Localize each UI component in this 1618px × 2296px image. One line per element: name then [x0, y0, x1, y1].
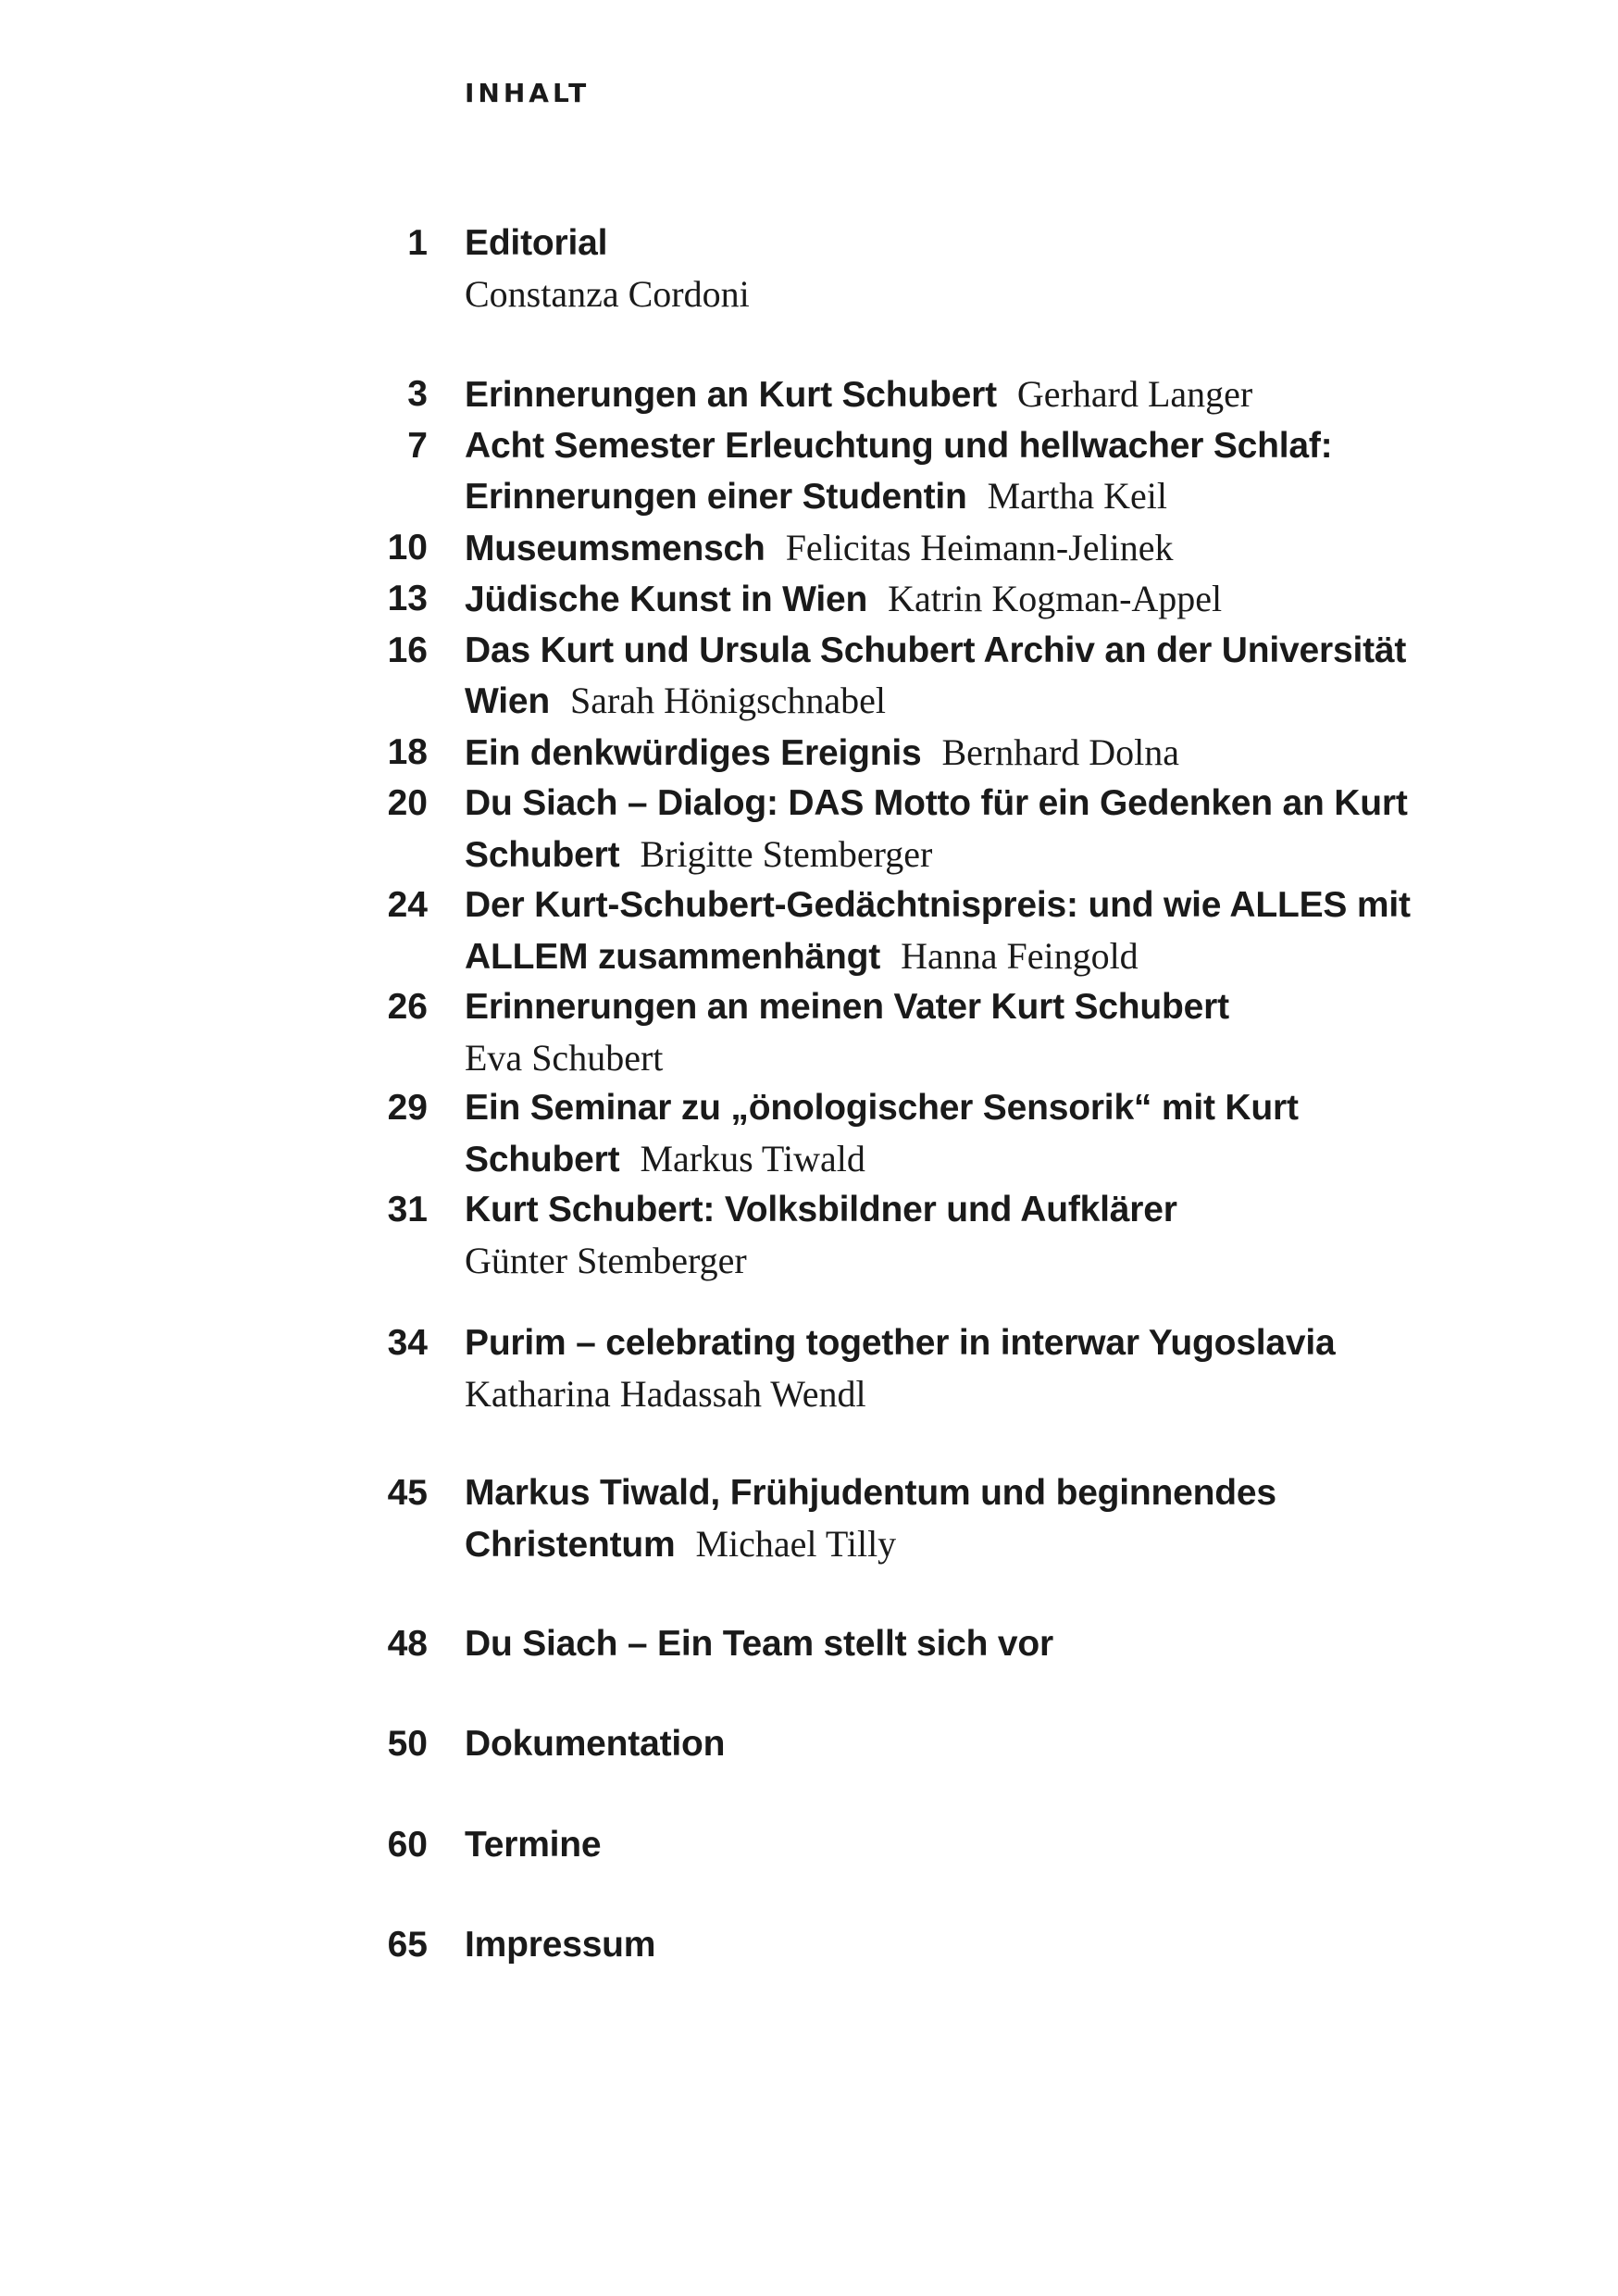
toc-entry: [0, 1719, 1618, 1770]
toc-author: Eva Schubert: [465, 1036, 664, 1079]
toc-title: Acht Semester Erleuchtung und hellwacher Schlaf: Erinnerungen einer Studentin: [465, 425, 1333, 517]
toc-title: Der Kurt-Schubert-Gedächtnispreis: und wie ALLES mit ALLEM zusammenhängt: [465, 885, 1411, 977]
toc-author: Markus Tiwald: [640, 1137, 865, 1179]
toc-page-number: 3: [407, 374, 428, 414]
toc-page-number: 48: [387, 1624, 428, 1664]
toc-title: Du Siach – Dialog: DAS Motto für ein Gedenken an Kurt Schubert: [465, 783, 1408, 875]
toc-title: Kurt Schubert: Volksbildner und Aufklärer: [465, 1190, 1177, 1229]
toc-author: Constanza Cordoni: [465, 272, 750, 315]
toc-title: Das Kurt und Ursula Schubert Archiv an der Universität Wien: [465, 630, 1407, 721]
toc-title: Ein Seminar zu „önologischer Sensorik“ mit Kurt Schubert: [465, 1088, 1299, 1179]
toc-author: Katharina Hadassah Wendl: [465, 1372, 866, 1415]
toc-title: Termine: [465, 1825, 602, 1865]
toc-group-team: [0, 1619, 1618, 1670]
toc-title: Editorial: [465, 223, 608, 263]
toc-group-dokumentation: [0, 1719, 1618, 1770]
toc-author: Hanna Feingold: [901, 934, 1139, 977]
toc-entry: [0, 574, 1618, 626]
toc-page-number: 31: [387, 1190, 428, 1229]
toc-page-number: 20: [387, 783, 428, 823]
toc-title: Du Siach – Ein Team stellt sich vor: [465, 1624, 1053, 1664]
toc-author: Martha Keil: [987, 475, 1167, 517]
toc-entry: [0, 880, 1618, 982]
toc-entry: [0, 1468, 1618, 1570]
toc-page-number: 7: [407, 425, 428, 466]
toc-page-number: 1: [407, 223, 428, 263]
toc-page-number: 34: [387, 1323, 428, 1363]
toc-page-number: 65: [387, 1925, 428, 1965]
toc-group-editorial: [0, 218, 1618, 319]
toc-author: Michael Tilly: [695, 1522, 897, 1565]
toc-entry: [0, 421, 1618, 523]
toc-entry: [0, 1820, 1618, 1871]
page-heading: INHALT: [465, 78, 591, 108]
toc-page-number: 26: [387, 987, 428, 1027]
toc-page-number: 18: [387, 731, 428, 772]
toc-page-number: 24: [387, 885, 428, 925]
toc-author: Katrin Kogman-Appel: [888, 578, 1223, 619]
toc-author: Bernhard Dolna: [941, 730, 1180, 773]
toc-title: Erinnerungen an meinen Vater Kurt Schubert: [465, 987, 1229, 1027]
toc-page-number: 29: [387, 1088, 428, 1128]
toc-entry: [0, 369, 1618, 421]
toc-author: Günter Stemberger: [465, 1239, 747, 1281]
toc-group-impressum: [0, 1920, 1618, 1971]
toc-author: Felicitas Heimann-Jelinek: [785, 526, 1174, 568]
toc-group-tiwald: [0, 1468, 1618, 1570]
toc-page-number: 10: [387, 527, 428, 568]
toc-page-number: 60: [387, 1825, 428, 1865]
toc-page-number: 16: [387, 630, 428, 670]
toc-title: Impressum: [465, 1925, 656, 1965]
toc-entry: [0, 1619, 1618, 1670]
toc-entry: [0, 626, 1618, 728]
toc-title: Dokumentation: [465, 1724, 726, 1764]
toc-entry: [0, 1318, 1618, 1419]
toc-title: Erinnerungen an Kurt Schubert: [465, 375, 997, 415]
toc-entry: [0, 1083, 1618, 1185]
toc-entry: [0, 523, 1618, 575]
toc-entry: [0, 1920, 1618, 1971]
toc-group-termine: [0, 1820, 1618, 1871]
toc-page-number: 50: [387, 1724, 428, 1764]
toc-page-number: 45: [387, 1473, 428, 1513]
toc-entry: [0, 1185, 1618, 1286]
toc-title: Jüdische Kunst in Wien: [465, 580, 868, 619]
toc-page-number: 13: [387, 579, 428, 618]
toc-entry: [0, 779, 1618, 880]
toc-author: Sarah Hönigschnabel: [570, 680, 887, 721]
toc-title: Ein denkwürdiges Ereignis: [465, 732, 922, 773]
toc-title: Markus Tiwald, Frühjudentum und beginnendes Christentum: [465, 1473, 1276, 1565]
toc-group-schubert: [0, 369, 1618, 1286]
toc-group-purim: [0, 1318, 1618, 1419]
toc-title: Purim – celebrating together in interwar Yugoslavia: [465, 1323, 1336, 1363]
toc-author: Gerhard Langer: [1016, 373, 1253, 415]
toc-entry: [0, 982, 1618, 1083]
toc-entry: [0, 728, 1618, 780]
toc-entry: [0, 218, 1618, 319]
toc-title: Museumsmensch: [465, 528, 765, 568]
toc-author: Brigitte Stemberger: [640, 832, 933, 875]
